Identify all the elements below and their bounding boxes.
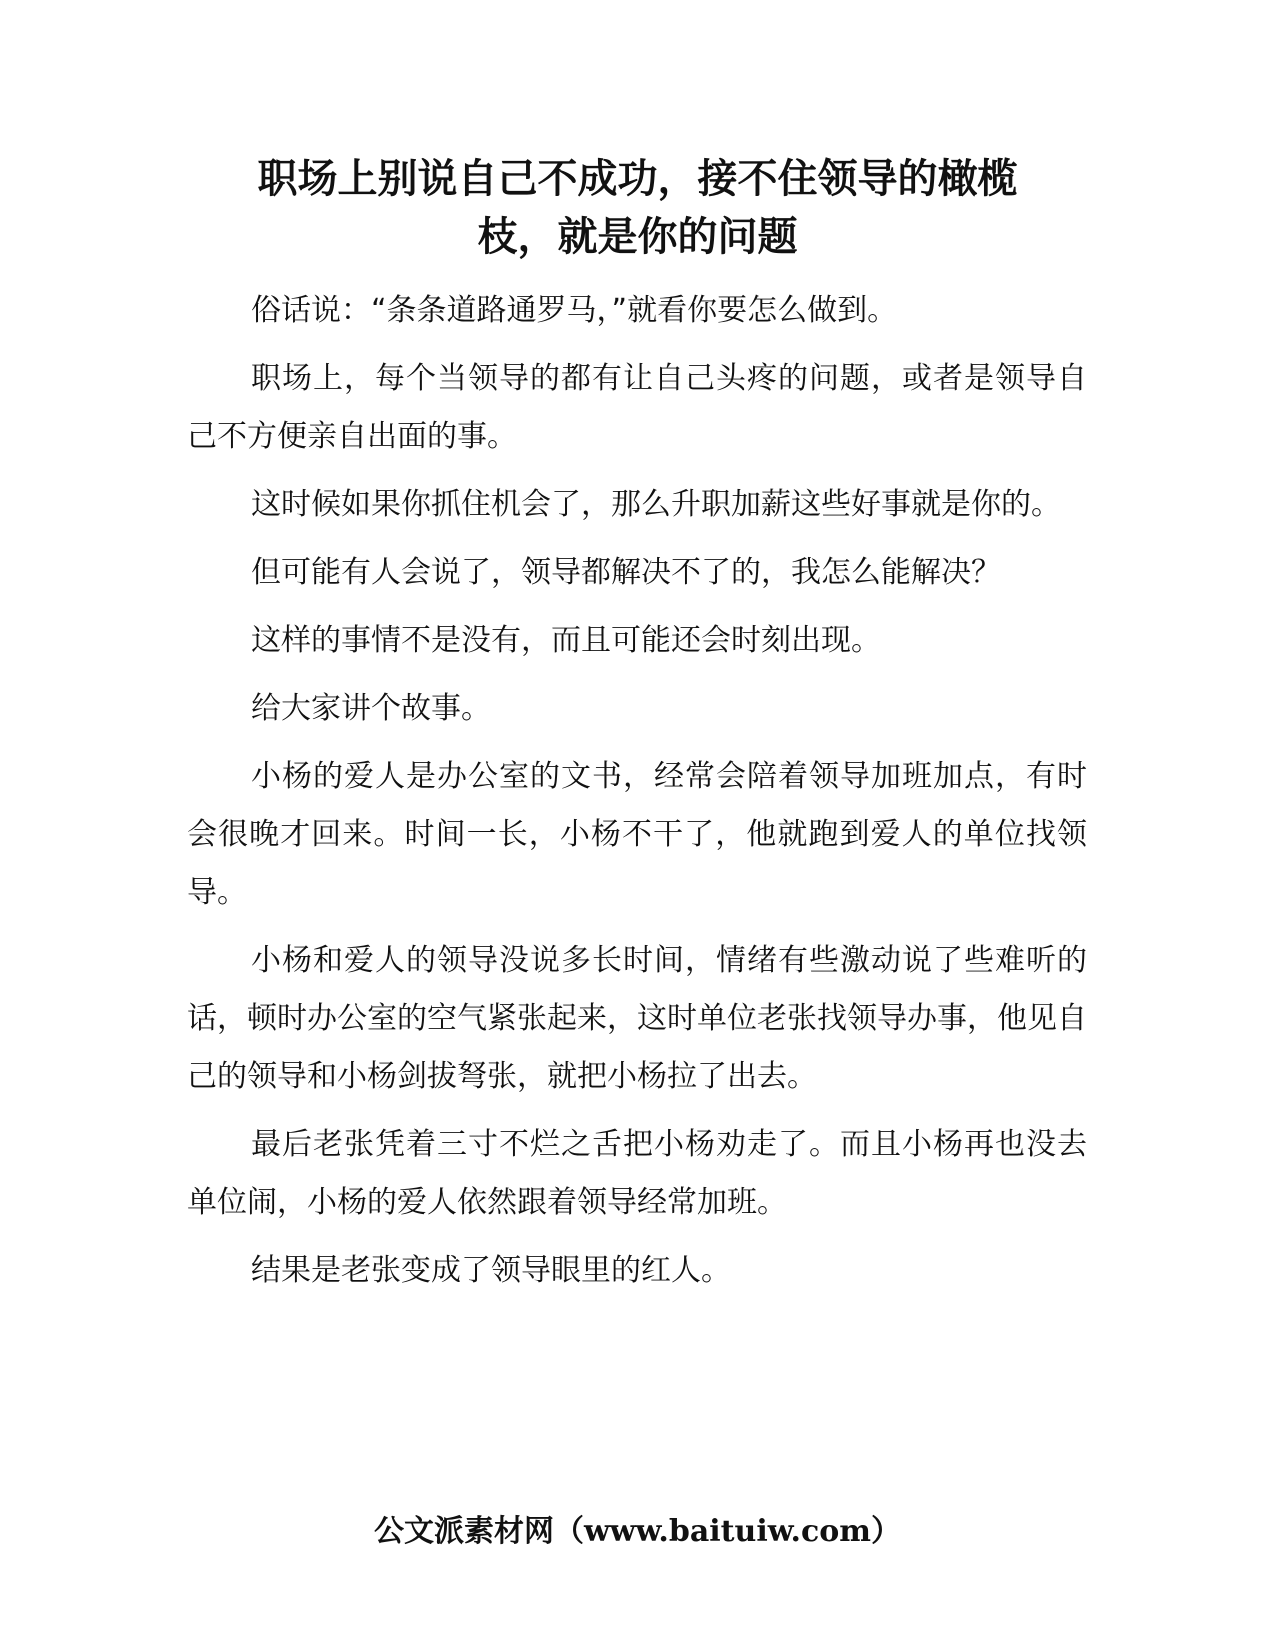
paragraph: 小杨的爱人是办公室的文书，经常会陪着领导加班加点，有时会很晚才回来。时间一长，小杨不干了，他就跑到爱人的单位找领导。: [187, 759, 1087, 910]
paragraph: 给大家讲个故事。: [251, 691, 491, 726]
paragraph: 职场上，每个当领导的都有让自己头疼的问题，或者是领导自己不方便亲自出面的事。: [187, 361, 1087, 454]
paragraph: 但可能有人会说了，领导都解决不了的，我怎么能解决？: [251, 555, 1001, 590]
paragraph: 结果是老张变成了领导眼里的红人。: [251, 1253, 731, 1288]
paragraph: 最后老张凭着三寸不烂之舌把小杨劝走了。而且小杨再也没去单位闹，小杨的爱人依然跟着领导经常加班。: [187, 1127, 1087, 1220]
title-line-1: 职场上别说自己不成功，接不住领导的橄榄: [257, 156, 1018, 202]
document-title: [180, 150, 1095, 266]
paragraph: 这时候如果你抓住机会了，那么升职加薪这些好事就是你的。: [251, 487, 1061, 522]
document-body: [187, 282, 1087, 1310]
paragraph: 小杨和爱人的领导没说多长时间，情绪有些激动说了些难听的话，顿时办公室的空气紧张起来，这时单位老张找领导办事，他见自己的领导和小杨剑拔弩张，就把小杨拉了出去。: [187, 943, 1087, 1094]
paragraph: 这样的事情不是没有，而且可能还会时刻出现。: [251, 623, 881, 658]
footer-source: 公文派素材网（www.baituiw.com）: [373, 1514, 902, 1549]
paragraph: 俗话说：“条条道路通罗马，”就看你要怎么做到。: [251, 293, 898, 328]
title-line-2: 枝，就是你的问题: [477, 214, 798, 260]
